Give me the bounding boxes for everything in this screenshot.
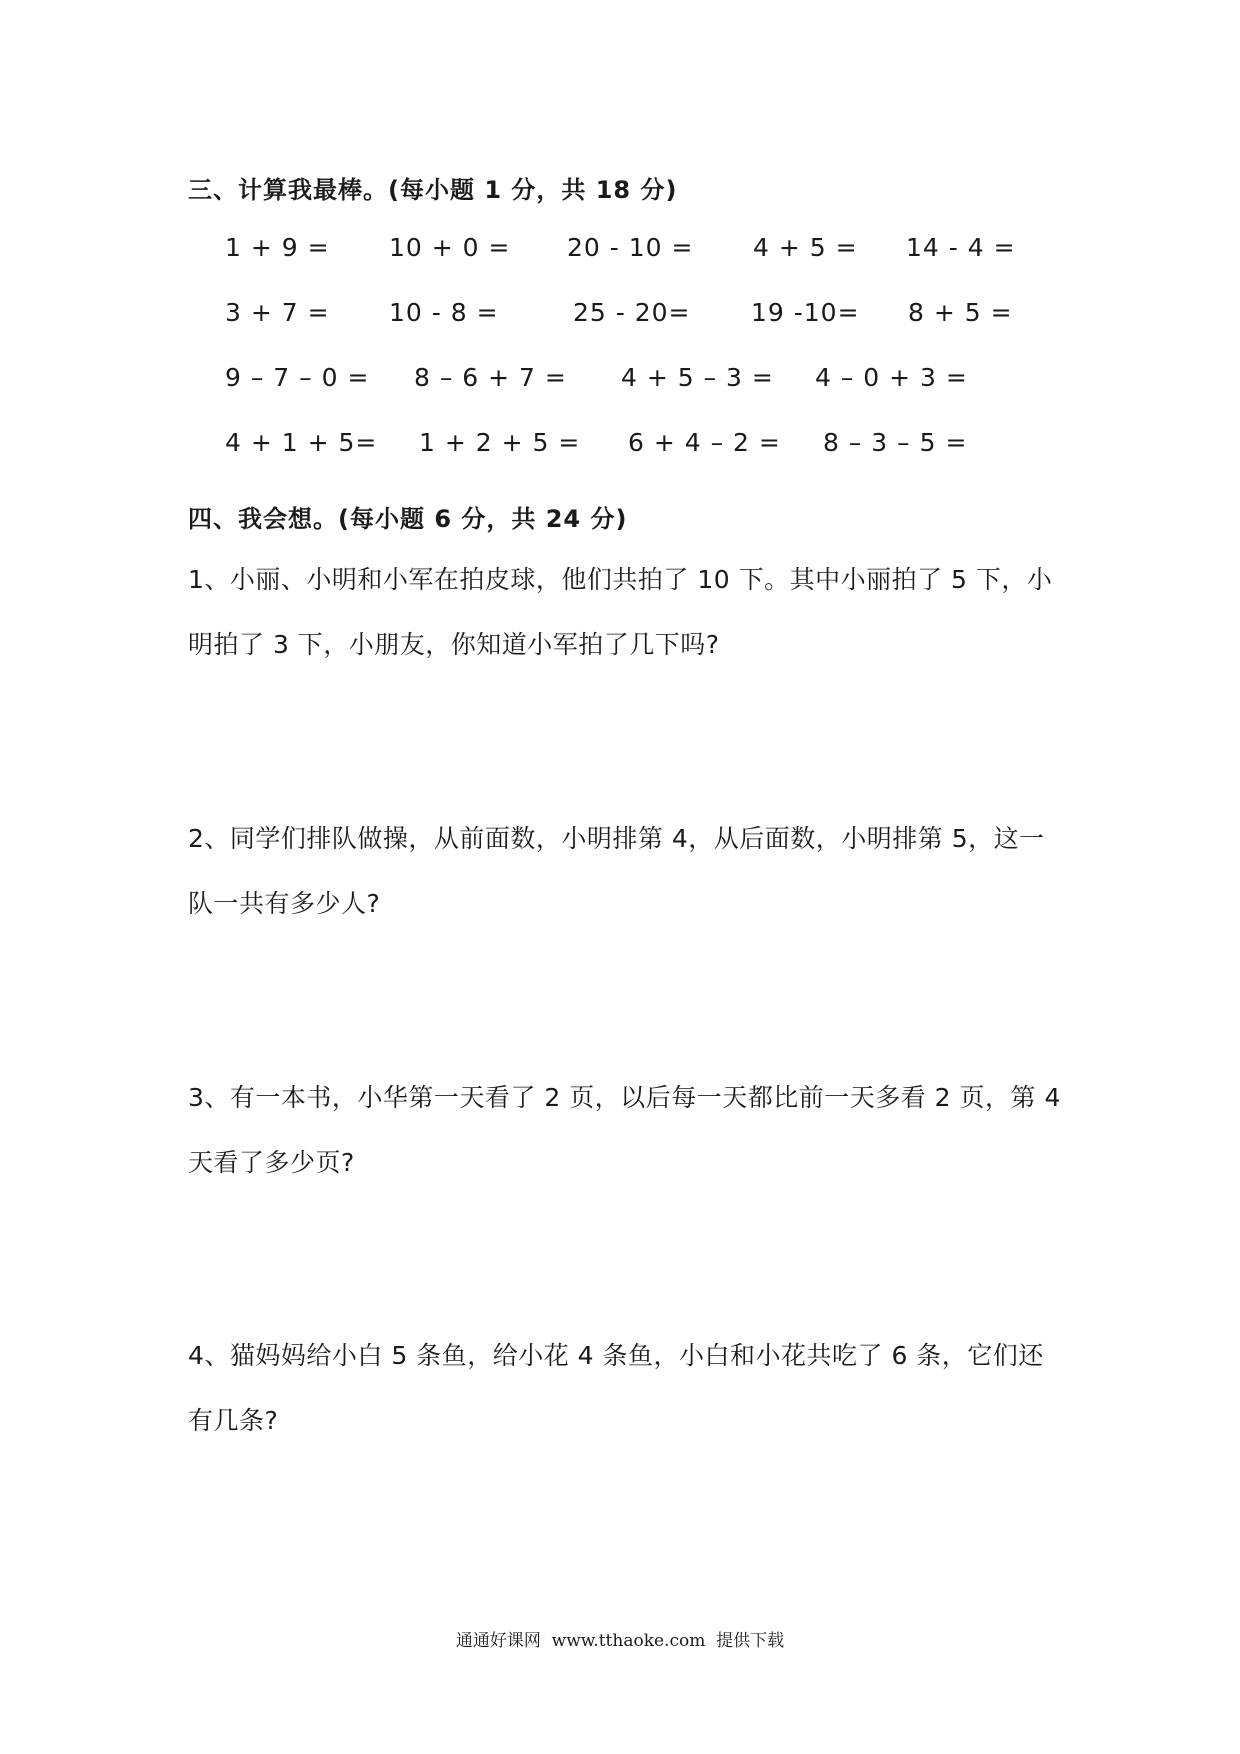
calc-expression: 10 + 0 = (389, 233, 511, 262)
calc-expression: 4 + 5 – 3 = (621, 363, 774, 392)
calc-row-4 (0, 428, 1240, 464)
calc-row-1 (0, 233, 1240, 269)
footer-source-text: 通通好课网 www.tthaoke.com 提供下载 (455, 1631, 785, 1651)
calc-expression: 4 + 5 = (753, 233, 858, 262)
calc-expression: 25 - 20= (573, 298, 691, 327)
calc-expression: 8 – 6 + 7 = (414, 363, 567, 392)
calc-expression: 19 -10= (751, 298, 860, 327)
calc-expression: 9 – 7 – 0 = (225, 363, 370, 392)
word-problem-1: 1、小丽、小明和小军在拍皮球，他们共拍了 10 下。其中小丽拍了 5 下，小明拍了 3 下，小朋友，你知道小军拍了几下吗? (188, 565, 1053, 659)
calc-expression: 1 + 9 = (225, 233, 330, 262)
calc-expression: 8 + 5 = (908, 298, 1013, 327)
calc-expression: 20 - 10 = (567, 233, 694, 262)
calc-expression: 1 + 2 + 5 = (419, 428, 581, 457)
calc-expression: 4 – 0 + 3 = (815, 363, 968, 392)
calc-expression: 14 - 4 = (906, 233, 1016, 262)
calc-expression: 3 + 7 = (225, 298, 330, 327)
word-problem-3: 3、有一本书，小华第一天看了 2 页，以后每一天都比前一天多看 2 页，第 4 天看了多少页? (188, 1083, 1061, 1177)
section-3-title: 三、计算我最棒。(每小题 1 分，共 18 分) (188, 176, 678, 204)
section-4-title: 四、我会想。(每小题 6 分，共 24 分) (188, 505, 628, 533)
word-problem-4: 4、猫妈妈给小白 5 条鱼，给小花 4 条鱼，小白和小花共吃了 6 条，它们还有几条? (188, 1341, 1044, 1435)
calc-row-3 (0, 363, 1240, 399)
word-problem-2: 2、同学们排队做操，从前面数，小明排第 4，从后面数，小明排第 5，这一队一共有多少人? (188, 824, 1045, 918)
calc-expression: 10 - 8 = (389, 298, 499, 327)
calc-expression: 8 – 3 – 5 = (823, 428, 968, 457)
calc-row-2 (0, 298, 1240, 334)
calc-expression: 4 + 1 + 5= (225, 428, 378, 457)
calc-expression: 6 + 4 – 2 = (628, 428, 781, 457)
